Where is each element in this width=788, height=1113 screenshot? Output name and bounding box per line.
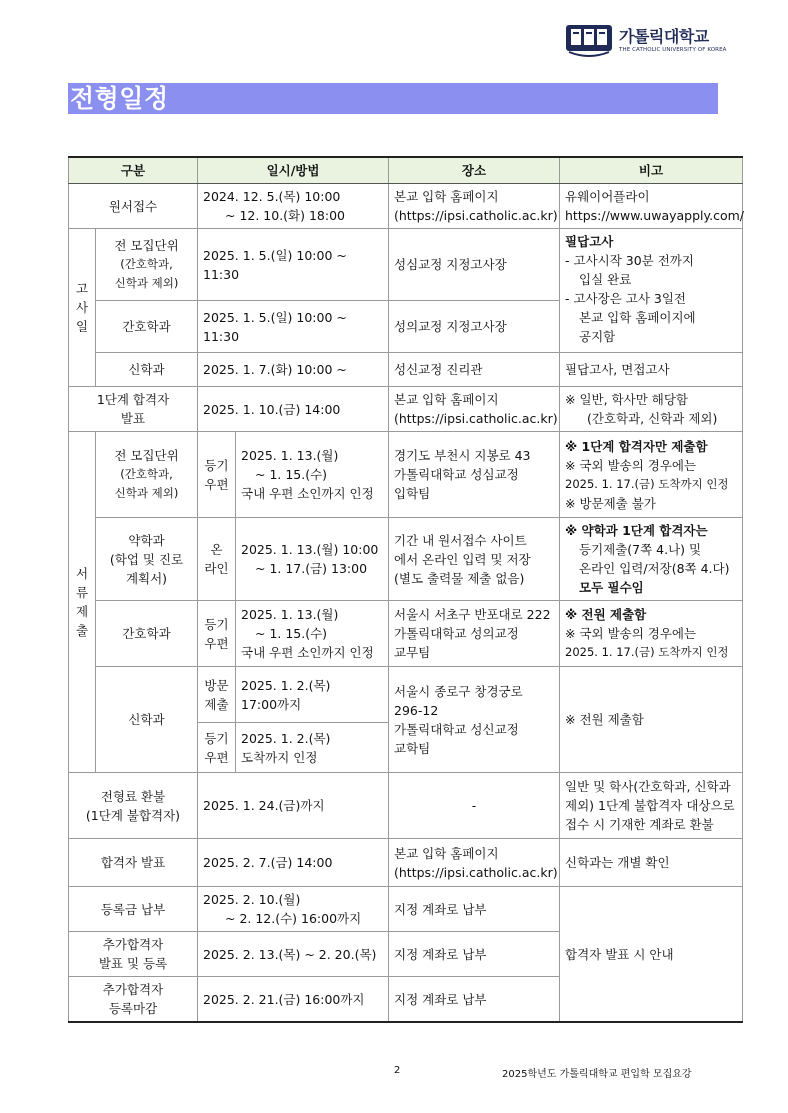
extra-end-date: 2025. 2. 21.(금) 16:00까지	[198, 977, 389, 1023]
header-note: 비고	[560, 157, 743, 184]
page-number: 2	[394, 1065, 401, 1076]
docs-theology-visit-date: 2025. 1. 2.(목) 17:00까지	[236, 667, 389, 723]
refund-note: 일반 및 학사(간호학과, 신학과 제외) 1단계 불합격자 대상으로 접수 시 기재한 계좌로 환불	[560, 773, 743, 839]
final-note: 신학과는 개별 확인	[560, 839, 743, 887]
footer-document-title: 2025학년도 가톨릭대학교 편입학 모집요강	[502, 1069, 692, 1080]
logo-name: 가톨릭대학교	[619, 26, 709, 46]
tuition-date: 2025. 2. 10.(월) ~ 2. 12.(수) 16:00까지	[198, 887, 389, 932]
application-date: 2024. 12. 5.(목) 10:00 ~ 12. 10.(화) 18:00	[198, 184, 389, 229]
table-row	[69, 184, 743, 229]
schedule-table	[68, 156, 743, 1023]
header-date-method: 일시/방법	[198, 157, 389, 184]
tuition-place: 지정 계좌로 납부	[389, 887, 560, 932]
extra-date: 2025. 2. 13.(목) ~ 2. 20.(목)	[198, 932, 389, 977]
header-category: 구분	[69, 157, 198, 184]
extra-place: 지정 계좌로 납부	[389, 932, 560, 977]
exam-all-units-date: 2025. 1. 5.(일) 10:00 ~ 11:30	[198, 229, 389, 301]
docs-nursing-date: 2025. 1. 13.(월) ~ 1. 15.(수) 국내 우편 소인까지 인정	[236, 601, 389, 667]
row-label-extra-end: 추가합격자 등록마감	[69, 977, 198, 1023]
docs-theology-mail-date: 2025. 1. 2.(목) 도착까지 인정	[236, 723, 389, 773]
docs-pharmacy-note: ※ 약학과 1단계 합격자는 등기제출(7쪽 4.나) 및 온라인 입력/저장(8쪽 4.다) 모두 필수임	[560, 518, 743, 601]
docs-all-units-date: 2025. 1. 13.(월) ~ 1. 15.(수) 국내 우편 소인까지 인정	[236, 432, 389, 518]
docs-nursing-note: ※ 전원 제출함 ※ 국외 발송의 경우에는 2025. 1. 17.(금) 도착까지 인정	[560, 601, 743, 667]
stage1-date: 2025. 1. 10.(금) 14:00	[198, 387, 389, 432]
table-row	[69, 839, 743, 887]
table-row	[69, 773, 743, 839]
logo-english-name: THE CATHOLIC UNIVERSITY OF KOREA	[619, 46, 727, 53]
docs-theology-label: 신학과	[96, 667, 198, 773]
extra-end-place: 지정 계좌로 납부	[389, 977, 560, 1023]
table-row	[69, 229, 743, 301]
docs-theology-visit-method: 방문 제출	[198, 667, 236, 723]
row-label-final: 합격자 발표	[69, 839, 198, 887]
row-label-refund: 전형료 환불 (1단계 불합격자)	[69, 773, 198, 839]
refund-place: -	[389, 773, 560, 839]
exam-nursing-place: 성의교정 지정고사장	[389, 301, 560, 353]
exam-theology-place: 성신교정 진리관	[389, 353, 560, 387]
table-header-row	[69, 157, 743, 184]
docs-nursing-place: 서울시 서초구 반포대로 222 가톨릭대학교 성의교정 교무팀	[389, 601, 560, 667]
exam-all-units-place: 성심교정 지정고사장	[389, 229, 560, 301]
application-place: 본교 입학 홈페이지 (https://ipsi.catholic.ac.kr)	[389, 184, 560, 229]
group-label-documents: 서 류 제 출	[69, 432, 96, 773]
docs-pharmacy-label: 약학과 (학업 및 진로 계획서)	[96, 518, 198, 601]
docs-all-units-place: 경기도 부천시 지봉로 43 가톨릭대학교 성심교정 입학팀	[389, 432, 560, 518]
docs-pharmacy-place: 기간 내 원서접수 사이트 에서 온라인 입력 및 저장 (별도 출력물 제출 없음)	[389, 518, 560, 601]
exam-nursing-label: 간호학과	[96, 301, 198, 353]
final-place: 본교 입학 홈페이지 (https://ipsi.catholic.ac.kr)	[389, 839, 560, 887]
row-label-tuition: 등록금 납부	[69, 887, 198, 932]
docs-all-units-label: 전 모집단위 (간호학과, 신학과 제외)	[96, 432, 198, 518]
university-logo	[565, 24, 727, 58]
docs-pharmacy-date: 2025. 1. 13.(월) 10:00 ~ 1. 17.(금) 13:00	[236, 518, 389, 601]
table-row	[69, 887, 743, 932]
table-row	[69, 432, 743, 518]
refund-date: 2025. 1. 24.(금)까지	[198, 773, 389, 839]
page-title: 전형일정	[68, 83, 718, 114]
tuition-note: 합격자 발표 시 안내	[560, 887, 743, 1023]
table-row	[69, 353, 743, 387]
exam-theology-label: 신학과	[96, 353, 198, 387]
header-place: 장소	[389, 157, 560, 184]
exam-theology-date: 2025. 1. 7.(화) 10:00 ~	[198, 353, 389, 387]
table-row	[69, 667, 743, 723]
exam-theology-note: 필답고사, 면접고사	[560, 353, 743, 387]
docs-theology-note: ※ 전원 제출함	[560, 667, 743, 773]
docs-theology-mail-method: 등기 우편	[198, 723, 236, 773]
final-date: 2025. 2. 7.(금) 14:00	[198, 839, 389, 887]
application-note: 유웨이어플라이 https://www.uwayapply.com/	[560, 184, 743, 229]
row-label-stage1: 1단계 합격자 발표	[69, 387, 198, 432]
stage1-note: ※ 일반, 학사만 해당함 (간호학과, 신학과 제외)	[560, 387, 743, 432]
docs-all-units-method: 등기 우편	[198, 432, 236, 518]
docs-nursing-method: 등기 우편	[198, 601, 236, 667]
table-row	[69, 601, 743, 667]
group-label-exam: 고 사 일	[69, 229, 96, 387]
docs-theology-place: 서울시 종로구 창경궁로 296-12 가톨릭대학교 성신교정 교학팀	[389, 667, 560, 773]
row-label-application: 원서접수	[69, 184, 198, 229]
exam-nursing-date: 2025. 1. 5.(일) 10:00 ~ 11:30	[198, 301, 389, 353]
docs-pharmacy-method: 온 라인	[198, 518, 236, 601]
exam-all-units-label: 전 모집단위 (간호학과, 신학과 제외)	[96, 229, 198, 301]
stage1-place: 본교 입학 홈페이지 (https://ipsi.catholic.ac.kr)	[389, 387, 560, 432]
docs-nursing-label: 간호학과	[96, 601, 198, 667]
docs-all-units-note: ※ 1단계 합격자만 제출함 ※ 국외 발송의 경우에는 2025. 1. 17.(금) 도착까지 인정 ※ 방문제출 불가	[560, 432, 743, 518]
table-row	[69, 518, 743, 601]
table-row	[69, 387, 743, 432]
exam-note: 필답고사 - 고사시작 30분 전까지 입실 완료 - 고사장은 고사 3일전 본교 입학 홈페이지에 공지함	[560, 229, 743, 353]
university-emblem-icon	[565, 24, 613, 58]
row-label-extra: 추가합격자 발표 및 등록	[69, 932, 198, 977]
